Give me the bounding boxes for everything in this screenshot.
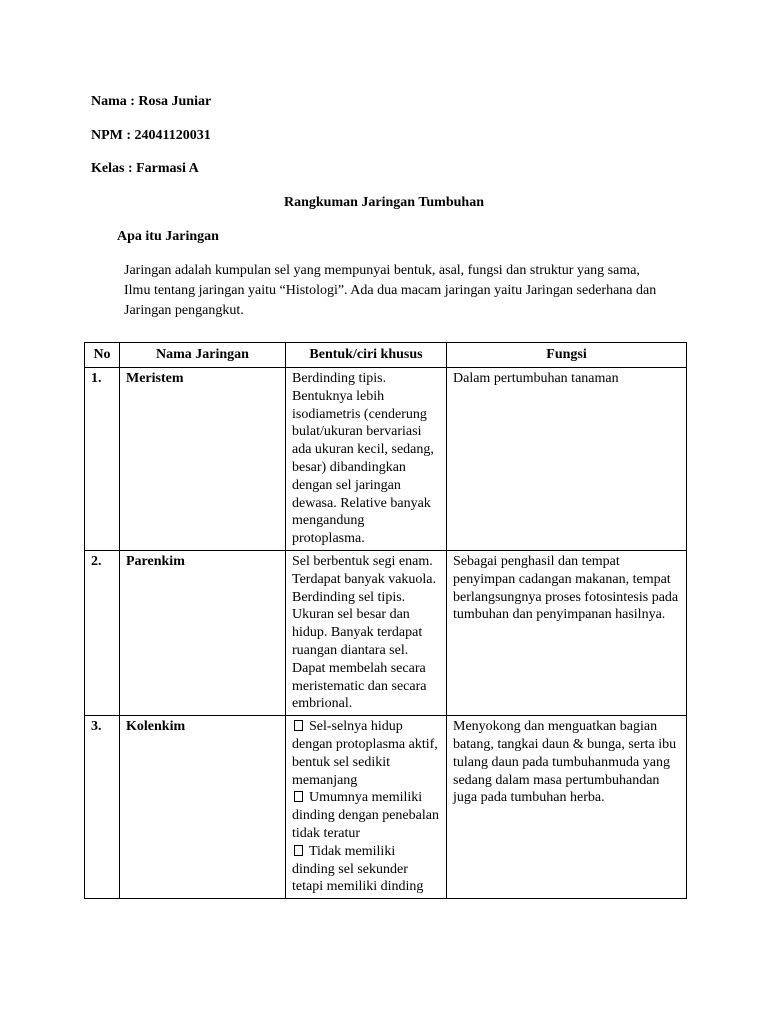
document-title: Rangkuman Jaringan Tumbuhan: [284, 195, 484, 210]
tissue-function: Dalam pertumbuhan tanaman: [447, 368, 687, 551]
section-heading: Apa itu Jaringan: [117, 229, 219, 244]
tissue-function: Menyokong dan menguatkan bagian batang, tangkai daun & bunga, serta ibu tulang daun pada tumbuhanmuda yang sedang dalam masa pertumbuhandan juga pada tumbuhan herba.: [447, 716, 687, 899]
characteristic-item: [292, 843, 440, 896]
characteristic-text: Sel-selnya hidup dengan protoplasma aktif, bentuk sel sedikit memanjang: [292, 719, 438, 788]
row-number: 1.: [85, 368, 120, 551]
tissue-characteristics: Berdinding tipis. Bentuknya lebih isodiametris (cenderung bulat/ukuran bervariasi ada ukuran kecil, sedang, besar) dibandingkan dengan sel jaringan dewasa. Relative banyak mengandung protoplasma.: [286, 368, 447, 551]
tissue-name: Meristem: [120, 368, 286, 551]
tissue-characteristics: [286, 716, 447, 899]
intro-paragraph: Jaringan adalah kumpulan sel yang mempunyai bentuk, asal, fungsi dan struktur yang sama, Ilmu tentang jaringan yaitu “Histologi”. Ada dua macam jaringan yaitu Jaringan sederhana dan Jaringan pengangkut.: [124, 263, 657, 318]
table-row: [85, 550, 687, 715]
table-row: [85, 716, 687, 899]
characteristic-text: Umumnya memiliki dinding dengan penebalan tidak teratur: [292, 790, 439, 841]
empty-box-glyph-icon: [294, 791, 303, 802]
header-no: No: [85, 343, 120, 368]
empty-box-glyph-icon: [294, 845, 303, 856]
table-row: [85, 368, 687, 551]
empty-box-glyph-icon: [294, 720, 303, 731]
header-bentuk: Bentuk/ciri khusus: [286, 343, 447, 368]
tissue-function: Sebagai penghasil dan tempat penyimpan cadangan makanan, tempat berlangsungnya proses fotosintesis pada tumbuhan dan penyimpanan hasilnya.: [447, 550, 687, 715]
student-npm: NPM : 24041120031: [91, 128, 211, 143]
tissue-characteristics: Sel berbentuk segi enam. Terdapat banyak vakuola. Berdinding sel tipis. Ukuran sel besar dan hidup. Banyak terdapat ruangan diantara sel. Dapat membelah secara meristematic dan secara embrional.: [286, 550, 447, 715]
header-nama-jaringan: Nama Jaringan: [120, 343, 286, 368]
characteristic-item: [292, 718, 440, 789]
characteristic-text: Tidak memiliki dinding sel sekunder tetapi memiliki dinding: [292, 843, 424, 895]
row-number: 2.: [85, 550, 120, 715]
tissue-name: Kolenkim: [120, 716, 286, 899]
table-header-row: [85, 343, 687, 368]
student-name: Nama : Rosa Juniar: [91, 94, 212, 109]
header-fungsi: Fungsi: [447, 343, 687, 368]
tissue-table: [84, 342, 687, 899]
characteristic-item: [292, 789, 440, 842]
student-class: Kelas : Farmasi A: [91, 161, 199, 176]
row-number: 3.: [85, 716, 120, 899]
tissue-name: Parenkim: [120, 550, 286, 715]
